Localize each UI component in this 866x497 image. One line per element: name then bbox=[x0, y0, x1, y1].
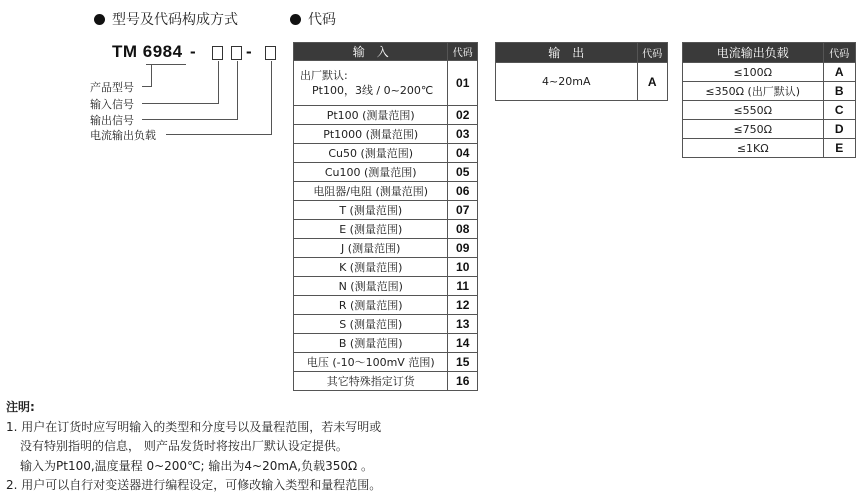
code-cell: 16 bbox=[448, 372, 478, 391]
load-cell: ≤1KΩ bbox=[683, 139, 824, 158]
load-header: 电流输出负载 bbox=[683, 43, 824, 63]
input-cell: Pt1000 (测量范围) bbox=[294, 125, 448, 144]
code-cell: 06 bbox=[448, 182, 478, 201]
code-cell: 03 bbox=[448, 125, 478, 144]
notes bbox=[6, 398, 381, 496]
output-cell: 4~20mA bbox=[496, 63, 638, 101]
bullet-icon bbox=[94, 14, 105, 25]
input-cell: R (测量范围) bbox=[294, 296, 448, 315]
load-cell: ≤350Ω (出厂默认) bbox=[683, 82, 824, 101]
load-cell: ≤550Ω bbox=[683, 101, 824, 120]
table-row bbox=[294, 106, 478, 125]
input-cell: Cu100 (测量范围) bbox=[294, 163, 448, 182]
input-cell: J (测量范围) bbox=[294, 239, 448, 258]
table-row bbox=[294, 144, 478, 163]
code-cell: 12 bbox=[448, 296, 478, 315]
code-cell: 05 bbox=[448, 163, 478, 182]
label-output-signal: 输出信号 bbox=[90, 114, 134, 127]
load-line bbox=[166, 134, 272, 135]
notes-line-4: 2. 用户可以自行对变送器进行编程设定，可修改输入类型和量程范围。 bbox=[6, 478, 382, 492]
input-cell: 电阻器/电阻 (测量范围) bbox=[294, 182, 448, 201]
model-format-heading bbox=[94, 9, 238, 29]
table-row bbox=[294, 220, 478, 239]
input-code-box bbox=[212, 46, 223, 60]
table-row bbox=[294, 163, 478, 182]
table-row bbox=[683, 82, 856, 101]
code-cell: 02 bbox=[448, 106, 478, 125]
input-default-value: Pt100，3线 / 0~200℃ bbox=[312, 84, 434, 97]
code-cell: 08 bbox=[448, 220, 478, 239]
table-row bbox=[294, 239, 478, 258]
table-row bbox=[294, 182, 478, 201]
input-default-label: 出厂默认: bbox=[300, 69, 348, 82]
output-table bbox=[495, 42, 668, 101]
load-cell: ≤100Ω bbox=[683, 63, 824, 82]
product-model-line bbox=[142, 86, 152, 87]
code-cell: D bbox=[823, 120, 855, 139]
input-cell: T (测量范围) bbox=[294, 201, 448, 220]
input-cell: E (测量范围) bbox=[294, 220, 448, 239]
table-row bbox=[294, 258, 478, 277]
notes-line-3: 输入为Pt100,温度量程 0~200℃; 输出为4~20mA,负载350Ω 。 bbox=[20, 458, 373, 473]
table-row bbox=[294, 372, 478, 391]
load-table bbox=[682, 42, 856, 158]
input-code-header: 代码 bbox=[448, 43, 478, 61]
input-cell bbox=[294, 61, 448, 106]
code-cell: 14 bbox=[448, 334, 478, 353]
table-row bbox=[294, 61, 478, 106]
code-cell: C bbox=[823, 101, 855, 120]
code-cell: 11 bbox=[448, 277, 478, 296]
model-underline bbox=[146, 64, 186, 65]
code-cell: 09 bbox=[448, 239, 478, 258]
table-row bbox=[496, 63, 668, 101]
code-cell: B bbox=[823, 82, 855, 101]
input-cell: K (测量范围) bbox=[294, 258, 448, 277]
input-cell: 电压 (-10～100mV 范围) bbox=[294, 353, 448, 372]
input-leader-v bbox=[218, 61, 219, 103]
model-leader-v bbox=[151, 64, 152, 86]
output-header: 输 出 bbox=[496, 43, 638, 63]
code-heading bbox=[290, 9, 336, 29]
input-cell: Cu50 (测量范围) bbox=[294, 144, 448, 163]
table-row bbox=[683, 139, 856, 158]
table-row bbox=[294, 201, 478, 220]
code-cell: 15 bbox=[448, 353, 478, 372]
input-table bbox=[293, 42, 478, 391]
input-cell: S (测量范围) bbox=[294, 315, 448, 334]
model-dash-2: - bbox=[246, 42, 252, 61]
input-cell: B (测量范围) bbox=[294, 334, 448, 353]
table-row bbox=[294, 315, 478, 334]
load-code-header: 代码 bbox=[823, 43, 855, 63]
table-row bbox=[683, 101, 856, 120]
code-cell: 07 bbox=[448, 201, 478, 220]
label-product-model: 产品型号 bbox=[90, 81, 134, 94]
table-row bbox=[683, 120, 856, 139]
code-cell: A bbox=[637, 63, 667, 101]
code-cell: 13 bbox=[448, 315, 478, 334]
code-heading-text: 代码 bbox=[308, 12, 336, 28]
table-row bbox=[294, 296, 478, 315]
table-row bbox=[294, 125, 478, 144]
model-format-heading-text: 型号及代码构成方式 bbox=[112, 12, 238, 28]
load-leader-v bbox=[271, 61, 272, 134]
model-prefix: TM 6984 bbox=[112, 42, 183, 61]
model-dash-1: - bbox=[190, 42, 196, 61]
label-load: 电流输出负载 bbox=[90, 129, 156, 142]
table-row bbox=[294, 334, 478, 353]
notes-line-2: 没有特别指明的信息， 则产品发货时将按出厂默认设定提供。 bbox=[20, 439, 348, 453]
code-cell: A bbox=[823, 63, 855, 82]
output-code-box bbox=[231, 46, 242, 60]
output-leader-v bbox=[237, 61, 238, 119]
code-cell: 10 bbox=[448, 258, 478, 277]
bullet-icon bbox=[290, 14, 301, 25]
label-input-signal: 输入信号 bbox=[90, 98, 134, 111]
input-header: 输 入 bbox=[294, 43, 448, 61]
output-signal-line bbox=[142, 119, 238, 120]
load-cell: ≤750Ω bbox=[683, 120, 824, 139]
load-code-box bbox=[265, 46, 276, 60]
code-cell: E bbox=[823, 139, 855, 158]
table-row bbox=[294, 353, 478, 372]
input-signal-line bbox=[142, 103, 219, 104]
notes-title: 注明: bbox=[6, 400, 35, 414]
code-cell: 01 bbox=[448, 61, 478, 106]
table-row bbox=[294, 277, 478, 296]
table-row bbox=[683, 63, 856, 82]
code-cell: 04 bbox=[448, 144, 478, 163]
input-cell: N (测量范围) bbox=[294, 277, 448, 296]
output-code-header: 代码 bbox=[637, 43, 667, 63]
input-cell: Pt100 (测量范围) bbox=[294, 106, 448, 125]
notes-line-1: 1. 用户在订货时应写明输入的类型和分度号以及量程范围，若未写明或 bbox=[6, 419, 382, 434]
input-cell: 其它特殊指定订货 bbox=[294, 372, 448, 391]
